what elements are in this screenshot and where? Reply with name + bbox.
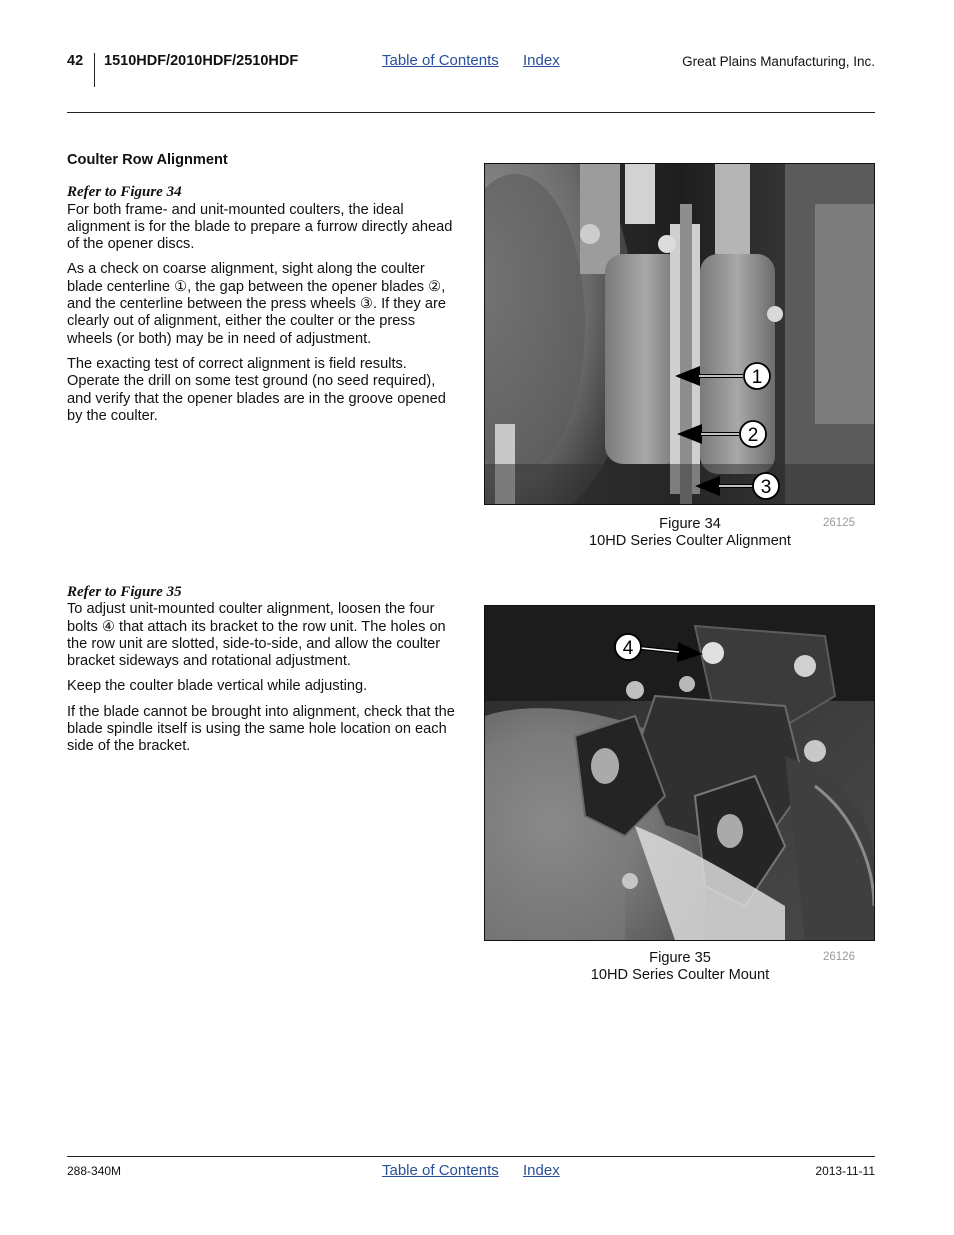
- document-number: 288-340M: [67, 1164, 122, 1178]
- footer-rule: [67, 1156, 875, 1157]
- model-title: 1510HDF/2010HDF/2510HDF: [104, 53, 299, 69]
- callout-1-label: 1: [751, 367, 763, 388]
- header-divider: [94, 53, 95, 87]
- company-name: Great Plains Manufacturing, Inc.: [682, 54, 875, 69]
- paragraph: Keep the coulter blade vertical while adjusting.: [67, 678, 368, 695]
- figure-34-number: 26125: [823, 517, 855, 529]
- figure-35-photo: [484, 605, 875, 941]
- figure-34-label: Figure 34: [659, 516, 721, 532]
- paragraph: To adjust unit-mounted coulter alignment, loosen the four bolts ④ that attach its bracket to the row unit. The holes on the row unit are slotted, side-to-side, and allow the coulter bracket sideways and rotational adjustment.: [67, 601, 446, 670]
- section-coulter-mount: [67, 584, 459, 764]
- coulter-alignment-image: [485, 164, 874, 504]
- document-date: 2013-11-11: [815, 1164, 875, 1178]
- section-coulter-alignment: [67, 152, 459, 433]
- page-number: 42: [67, 53, 84, 69]
- footer-toc-link[interactable]: Table of Contents: [382, 1162, 499, 1179]
- figure-35-title: 10HD Series Coulter Mount: [590, 967, 770, 983]
- figure-34-title: 10HD Series Coulter Alignment: [589, 533, 791, 549]
- figure-35-number: 26126: [823, 951, 855, 963]
- callout-4-label: 4: [622, 638, 634, 659]
- header-index-link[interactable]: Index: [523, 52, 560, 69]
- header-rule: [67, 112, 875, 113]
- header-toc-link[interactable]: Table of Contents: [382, 52, 499, 69]
- paragraph: The exacting test of correct alignment is field results. Operate the drill on some test ground (no seed required), and verify that the opener blades are in the groove opened by the coulter.: [67, 355, 446, 424]
- footer-index-link[interactable]: Index: [523, 1162, 560, 1179]
- figure-34-reference: Refer to Figure 34: [67, 184, 182, 201]
- figure-35-reference: Refer to Figure 35: [67, 584, 182, 600]
- coulter-mount-image: [485, 606, 874, 940]
- paragraph: For both frame- and unit-mounted coulters, the ideal alignment is for the blade to prepare a furrow directly ahead of the opener discs.: [67, 201, 453, 253]
- callout-3-label: 3: [760, 477, 772, 498]
- figure-35-caption: [485, 950, 875, 984]
- callout-2-label: 2: [747, 425, 759, 446]
- figure-35-label: Figure 35: [649, 950, 711, 966]
- section-heading: Coulter Row Alignment: [67, 152, 228, 168]
- paragraph: If the blade cannot be brought into alignment, check that the blade spindle itself is using the same hole location on each side of the bracket.: [67, 703, 455, 755]
- figure-34-photo: [484, 163, 875, 505]
- paragraph: As a check on coarse alignment, sight along the coulter blade centerline ①, the gap between the opener blades ②, and the centerline between the press wheels ③. If they are clearly out of alignment, either the coulter or the press wheels (or both) may be in need of adjustment.: [67, 261, 446, 347]
